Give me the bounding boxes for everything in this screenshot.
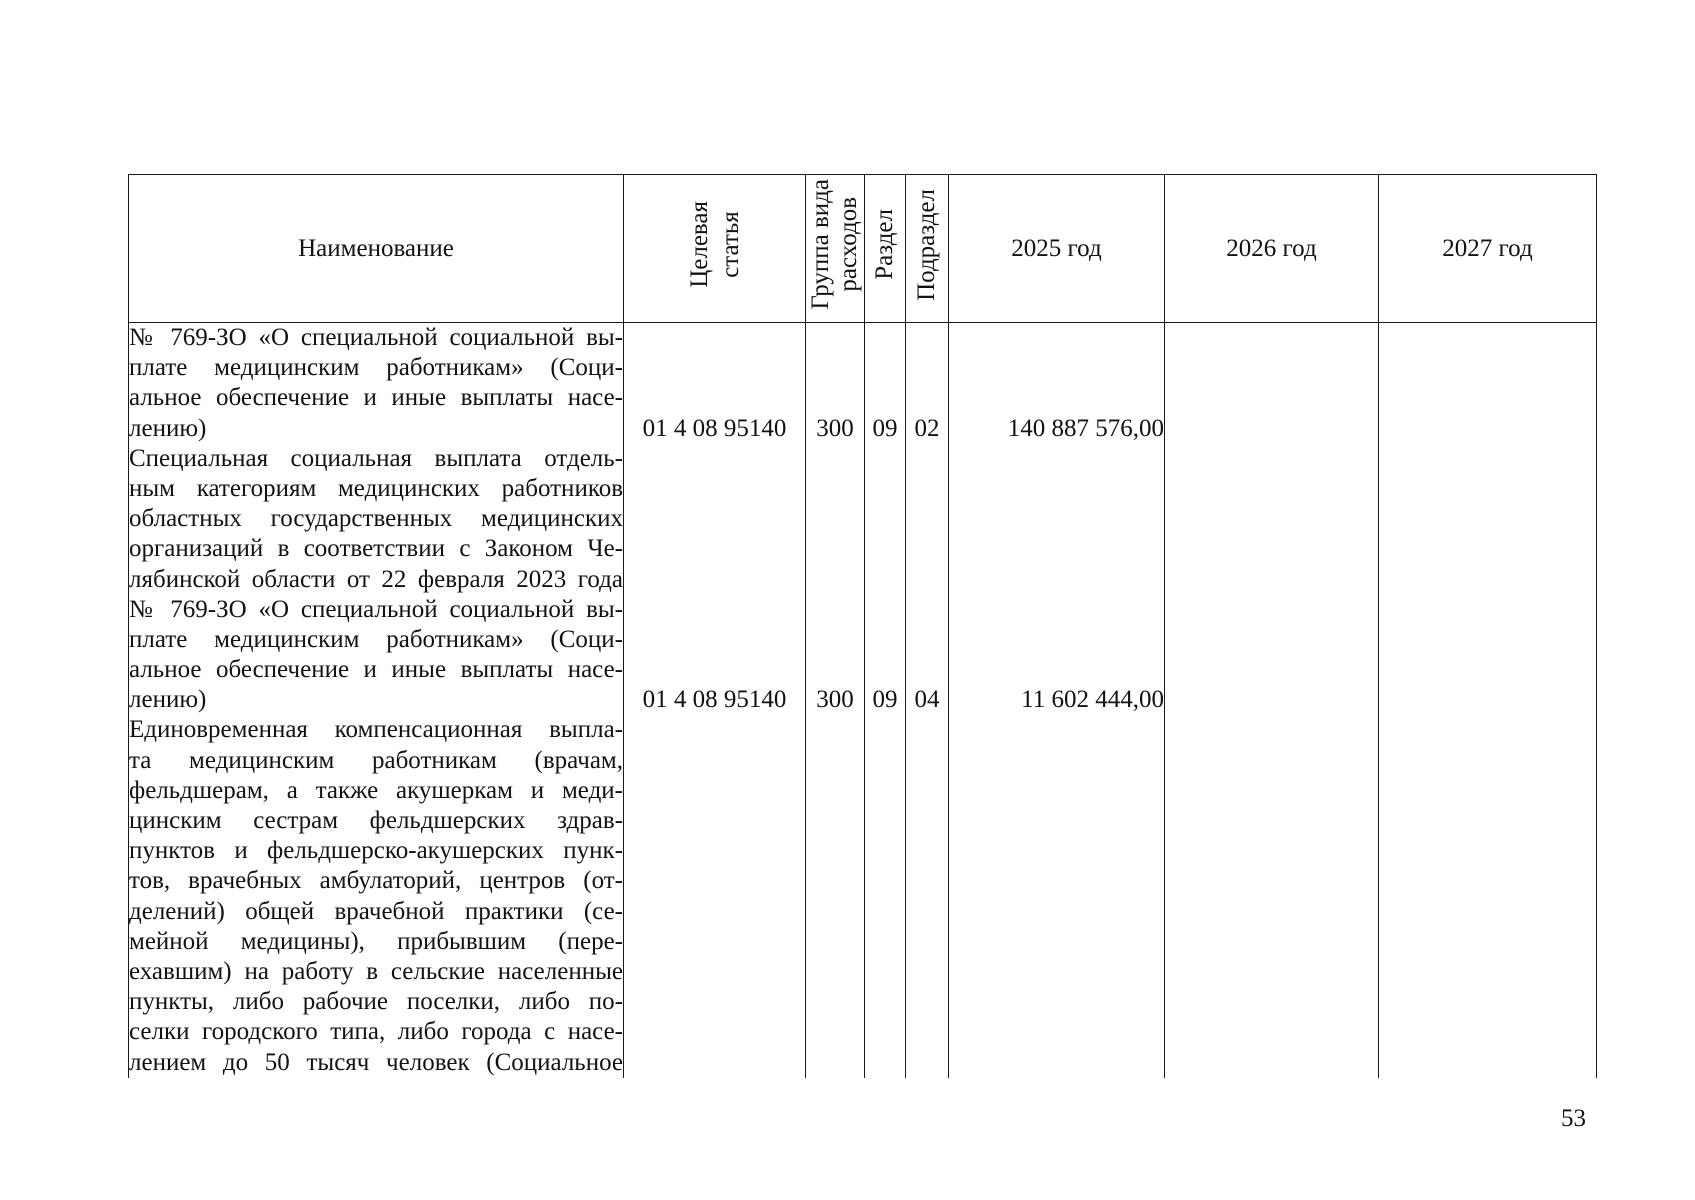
name-line: лению) <box>129 686 207 714</box>
name-line: № 769-ЗО «О специальной социальной вы- <box>129 595 623 623</box>
header-line: расходов <box>835 197 862 292</box>
cell-amount-2027 <box>1379 444 1597 716</box>
table-row <box>129 444 1597 716</box>
cell-amount-2027 <box>1379 715 1597 1077</box>
cell-amount-2025: 140 887 576,00 <box>949 323 1165 444</box>
cell-name <box>129 715 624 1077</box>
header-expense-group-text <box>807 179 863 310</box>
cell-section <box>865 715 906 1077</box>
header-line: Группа вида <box>807 179 834 310</box>
table-row <box>129 323 1597 444</box>
header-expense-group <box>806 175 865 323</box>
name-line: ехавшим) на работу в сельские населенные <box>129 957 623 985</box>
cell-section: 09 <box>865 444 906 716</box>
name-line: фельдшерам, а также акушеркам и меди- <box>129 776 623 804</box>
name-line: плате медицинским работникам» (Соци- <box>129 625 623 653</box>
cell-target-article: 01 4 08 95140 <box>624 444 806 716</box>
name-line: пункты, либо рабочие поселки, либо по- <box>129 988 623 1016</box>
header-year-2027: 2027 год <box>1379 175 1597 323</box>
name-line: та медицинским работникам (врачам, <box>129 746 623 774</box>
name-line: делений) общей врачебной практики (се- <box>129 897 623 925</box>
cell-subsection: 02 <box>906 323 949 444</box>
cell-expense-group: 300 <box>806 323 865 444</box>
name-line: пунктов и фельдшерско-акушерских пунк- <box>129 837 623 865</box>
name-line: областных государственных медицинских <box>129 505 623 533</box>
cell-subsection: 04 <box>906 444 949 716</box>
cell-target-article: 01 4 08 95140 <box>624 323 806 444</box>
cell-amount-2026 <box>1165 715 1379 1077</box>
cell-amount-2027 <box>1379 323 1597 444</box>
name-line: № 769-ЗО «О специальной социальной вы- <box>129 324 623 351</box>
cell-name <box>129 444 624 716</box>
header-year-2025: 2025 год <box>949 175 1165 323</box>
header-line: статья <box>716 211 744 278</box>
cell-name <box>129 323 624 444</box>
name-line: плате медицинским работникам» (Соци- <box>129 354 623 382</box>
name-line: Единовременная компенсационная выпла- <box>129 716 623 744</box>
table-row <box>129 715 1597 1077</box>
header-subsection-text <box>913 189 941 301</box>
header-subsection <box>906 175 949 323</box>
header-line: Раздел <box>871 209 898 280</box>
header-line: Подраздел <box>913 188 940 301</box>
cell-section: 09 <box>865 323 906 444</box>
cell-amount-2026 <box>1165 323 1379 444</box>
header-name: Наименование <box>129 175 624 323</box>
name-line: лению) <box>129 414 207 442</box>
name-line: мейной медицины), прибывшим (пере- <box>129 927 623 955</box>
cell-subsection <box>906 715 949 1077</box>
budget-table <box>128 174 1597 1078</box>
name-line: цинским сестрам фельдшерских здрав- <box>129 807 623 834</box>
header-row <box>129 175 1597 323</box>
header-target-article-text <box>684 201 746 288</box>
page-number: 53 <box>1561 1105 1586 1132</box>
name-line: тов, врачебных амбулаторий, центров (от- <box>129 867 623 895</box>
header-year-2026: 2026 год <box>1165 175 1379 323</box>
name-line: ным категориям медицинских работников <box>129 474 623 502</box>
header-line: Целевая <box>685 201 713 288</box>
cell-expense-group <box>806 715 865 1077</box>
cell-target-article <box>624 715 806 1077</box>
header-section-text <box>871 209 899 280</box>
cell-expense-group: 300 <box>806 444 865 716</box>
header-target-article <box>624 175 806 323</box>
cell-amount-2026 <box>1165 444 1379 716</box>
name-line: организаций в соответствии с Законом Че- <box>129 535 623 563</box>
name-line: альное обеспечение и иные выплаты насе- <box>129 656 623 684</box>
name-line: лябинской области от 22 февраля 2023 года <box>129 565 623 593</box>
header-section <box>865 175 906 323</box>
name-line: селки городского типа, либо города с насе- <box>129 1018 623 1046</box>
name-line: лением до 50 тысяч человек (Социальное <box>129 1048 623 1076</box>
cell-amount-2025: 11 602 444,00 <box>949 444 1165 716</box>
name-line: Специальная социальная выплата отдель- <box>129 444 623 472</box>
cell-amount-2025 <box>949 715 1165 1077</box>
name-line: альное обеспечение и иные выплаты насе- <box>129 384 623 412</box>
